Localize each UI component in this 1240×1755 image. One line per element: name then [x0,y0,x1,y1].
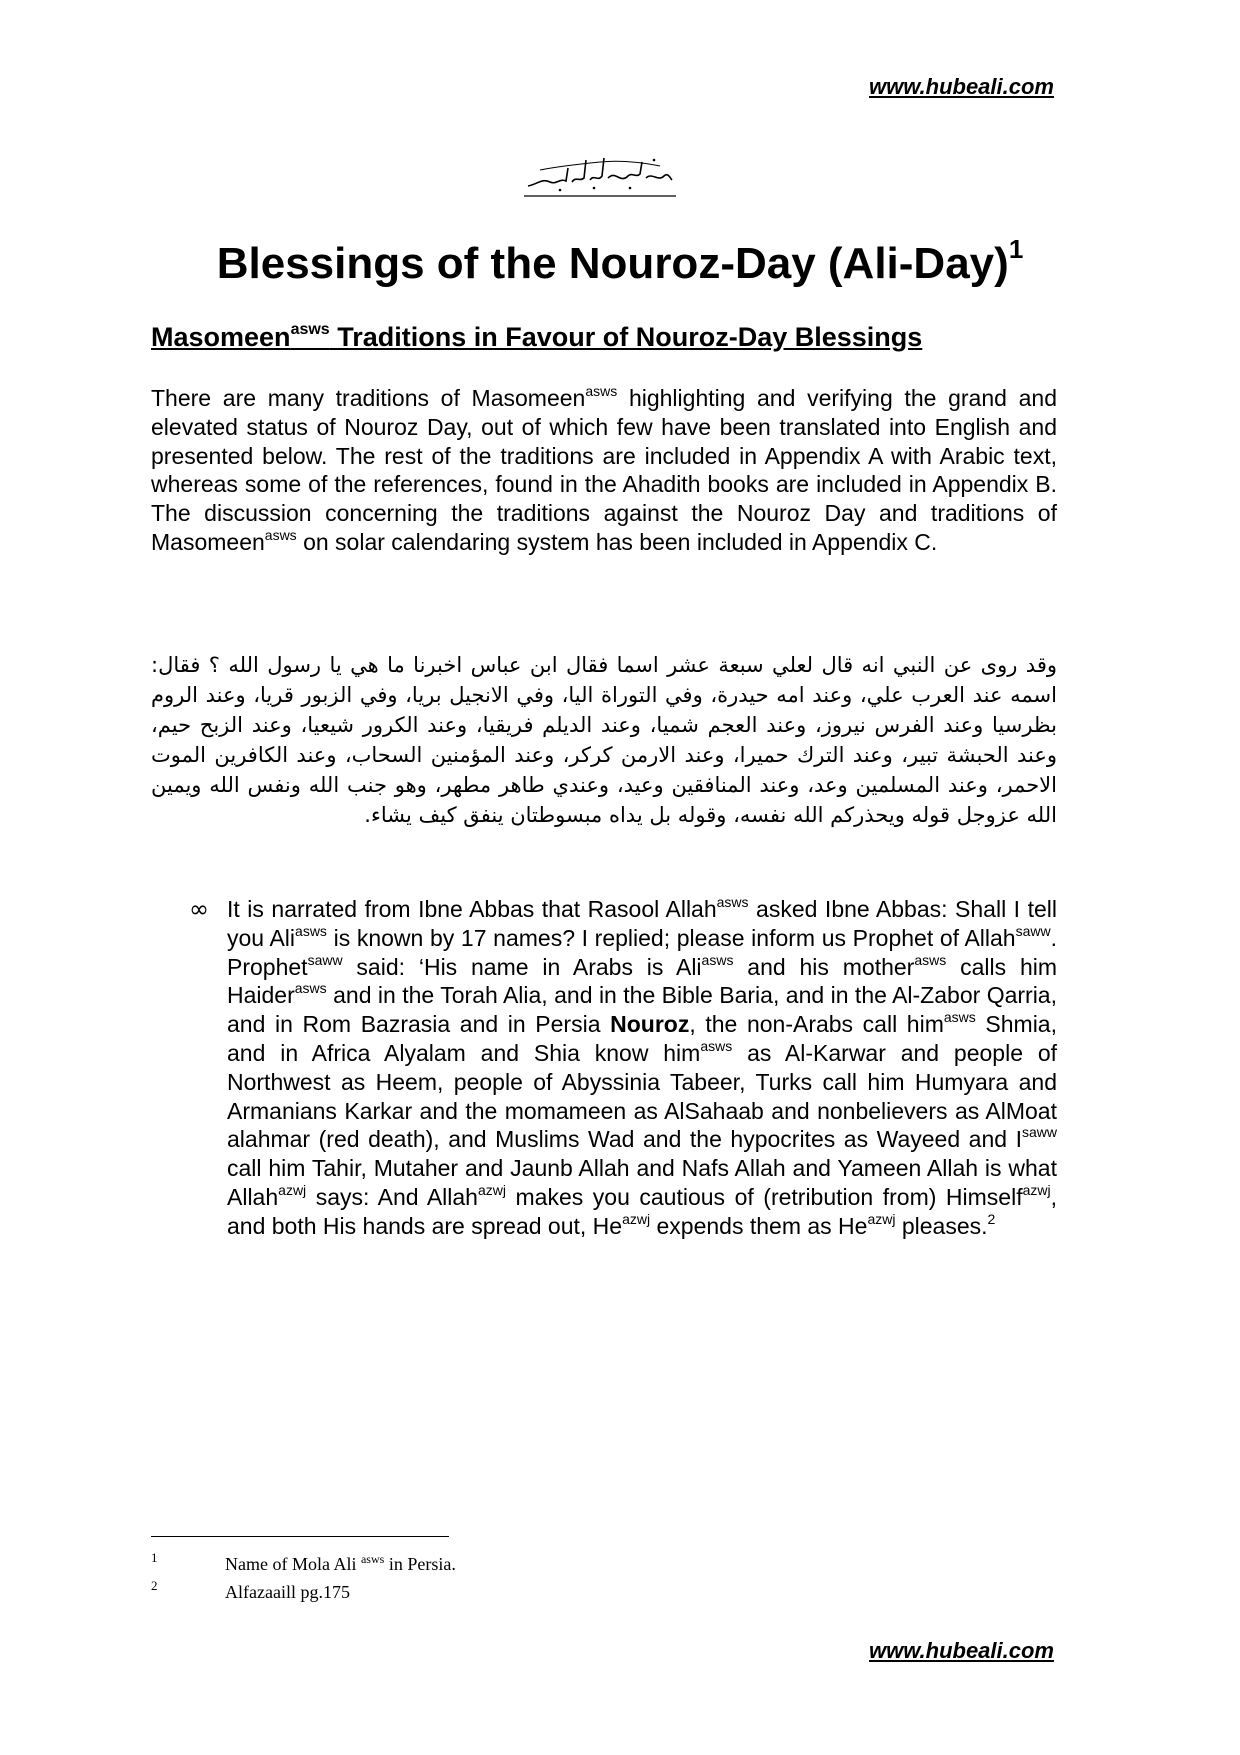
translation-segment: pleases. [895,1212,988,1239]
footnote-text [225,1554,456,1575]
translation-segment: said: ‘His name in Arabs is Ali [342,953,702,980]
honorific-superscript: asws [914,951,947,968]
honorific-superscript: saww [307,951,343,968]
honorific-superscript: asws [716,894,749,910]
honorific-superscript: 2 [987,1210,996,1227]
footnote-number: 1 [151,1550,158,1565]
intro-text-1: There are many traditions of Masomeen [151,385,586,411]
translation-segment: expends them as He [650,1212,868,1239]
infinity-bullet-icon: ∞ [189,895,209,923]
translation-segment: makes you cautious of (retribution from) Himself [505,1183,1023,1210]
heading-pre: Masomeen [151,322,291,352]
honorific-superscript: azwj [867,1210,896,1227]
translation-segment: asked Ibne Abbas: Shall I tell you Ali [227,896,1057,951]
bold-term: Nouroz [610,1011,690,1038]
honorific-superscript: azwj [278,1181,307,1198]
honorific-superscript: asws [701,951,734,968]
arabic-hadith-text: وقد روى عن النبي انه قال لعلي سبعة عشر اسما فقال ابن عباس اخبرنا ما هي يا رسول الله ؟ فقال: اسمه عند العرب علي، وعند امه حيدرة، وفي التوراة اليا، وفي الانجيل بريا، وفي الزبور قريا، وعند الروم بظرسيا وعند الفرس نيروز، وعند العجم شميا، وعند الديلم فريقيا، وعند الكرور شيعيا، وعند الزبح حيم، وعند الحبشة تبير، وعند الترك حميرا، وعند الارمن كركر، وعند المؤمنين السحاب، وعند الكافرين الموت الاحمر، وعند المسلمين وعد، وعند المنافقين وعيد، وعندي طاهر مطهر، وهو جنب الله ونفس الله ويمين الله عزوجل قوله ويحذركم الله نفسه، وقوله بل يداه مبسوطتان ينفق كيف يشاء. [151,653,1057,827]
honorific-superscript: asws [294,980,327,997]
heading-post: Traditions in Favour of Nouroz-Day Blessings [329,322,923,352]
title-text: Blessings of the Nouroz-Day (Ali-Day) [216,239,1009,288]
footnote-sup: asws [360,1552,385,1566]
honorific-superscript: azwj [477,1181,506,1198]
footnote-text [225,1582,350,1603]
intro-sup-2: asws [264,526,297,543]
translation-segment: , and both His hands are spread out, He [227,1183,1057,1239]
title-footnote-marker[interactable]: 1 [1008,234,1024,264]
translation-segment: says: And Allah [306,1183,478,1210]
section-heading [151,322,1091,353]
translation-segment: and his mother [733,953,915,980]
footnote-text-post: in Persia. [384,1554,456,1574]
translation-segment: . Prophet [227,924,1057,980]
translation-segment: Shmia, and in Africa Alyalam and Shia know him [227,1011,1057,1066]
honorific-superscript: asws [295,922,327,939]
honorific-superscript: azwj [622,1210,651,1227]
honorific-superscript: azwj [1022,1181,1051,1198]
translation-segment: as Al-Karwar and people of Northwest as Heem, people of Abyssinia Tabeer, Turks call him Humyara and Armanians Karkar and the momameen as AlSahaab and nonbelievers as AlMoat alahmar (red death), and Muslims Wad and the hypocrites as Wayeed and I [227,1039,1057,1153]
translation-segment: and in the Torah Alia, and in the Bible Baria, and in the Al-Zabor Qarria, and in Rom Bazrasia and in Persia [227,982,1057,1038]
translation-segment: , the non-Arabs call him [689,1011,944,1038]
translation-segment: calls him Haider [227,953,1058,1009]
translation-segment: is known by 17 names? I replied; please inform us Prophet of Allah [326,924,1016,951]
page-title [150,236,1090,292]
intro-text-2: highlighting and verifying the grand and elevated status of Nouroz Day, out of which few have been translated into English and presented below. The rest of the traditions are included in Appendix A with Arabic text, whereas some of the references, found in the Ahadith books are included in Appendix B. The discussion concerning the traditions against the Nouroz Day and traditions of Masomeen [151,385,1057,555]
intro-paragraph [151,384,1057,557]
honorific-superscript: asws [943,1009,976,1026]
bismillah-calligraphy [520,148,680,200]
footnote-text-pre: Name of Mola Ali [225,1554,361,1574]
honorific-superscript: saww [1015,922,1051,939]
translation-segment: It is narrated from Ibne Abbas that Rasool Allah [227,896,717,922]
footnote-text-pre: Alfazaaill pg.175 [225,1582,350,1602]
footnote-divider [151,1536,449,1537]
honorific-superscript: saww [1021,1124,1057,1141]
header-site-link[interactable]: www.hubeali.com [869,74,1054,99]
intro-sup-1: asws [585,383,618,399]
heading-sup: asws [290,321,330,338]
intro-text-3: on solar calendaring system has been included in Appendix C. [296,528,938,555]
footnote-number: 2 [151,1578,158,1593]
honorific-superscript: asws [700,1037,733,1054]
hadith-translation-text [227,895,1057,1241]
footer-site-link[interactable]: www.hubeali.com [869,1638,1054,1663]
translation-segment: call him Tahir, Mutaher and Jaunb Allah and Nafs Allah and Yameen Allah is what Allah [227,1155,1057,1210]
